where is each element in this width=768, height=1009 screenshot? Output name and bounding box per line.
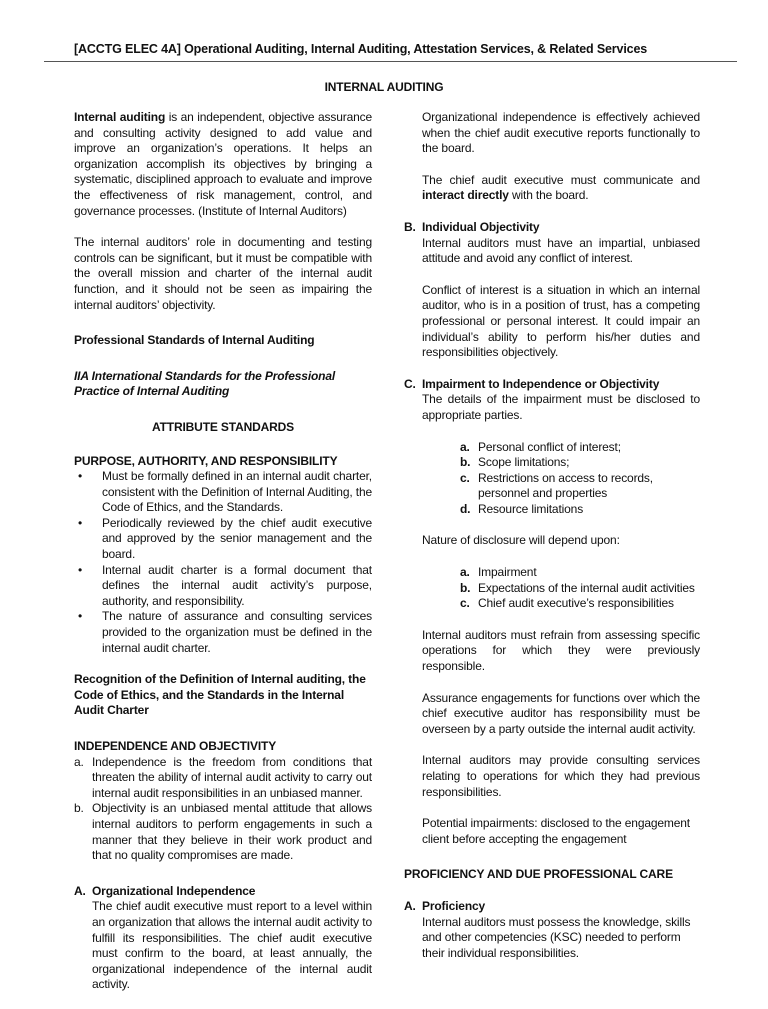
list-item <box>74 755 372 802</box>
section-text: The details of the impairment must be disclosed to appropriate parties. <box>422 392 700 422</box>
list-text: Personal conflict of interest; <box>478 439 621 454</box>
section-text: Internal auditors must possess the knowledge, skills and other competencies (KSC) needed to perform their individual responsibilities. <box>422 914 691 960</box>
list-item <box>422 471 700 502</box>
list-item: • Periodically reviewed by the chief audit executive and approved by the senior management and the board. <box>74 516 372 563</box>
section-marker: A. <box>74 883 86 898</box>
list-text: Resource limitations <box>478 501 584 516</box>
list-item <box>422 581 700 597</box>
list-item <box>422 440 700 456</box>
list-item: • Internal audit charter is a formal document that defines the internal audit activity’s purpose, authority, and responsibility. <box>74 563 372 610</box>
org-achieved-paragraph: Organizational independence is effectively achieved when the chief audit executive reports functionally to the board. <box>422 110 700 156</box>
list-marker: a. <box>460 439 470 454</box>
intro-text: is an independent, objective assurance and consulting activity designed to add value and improve an organization’s operations. It helps an organization accomplish its objectives by bringing a systematic, disciplined approach to evaluate and improve the effectiveness of risk management, control, and governance processes. (Institute of Internal Auditors) <box>74 110 372 218</box>
list-text: Chief audit executive’s responsibilities <box>478 596 674 611</box>
list-item: • Must be formally defined in an internal audit charter, consistent with the Definition of Internal Auditing, the Code of Ethics, and the Standards. <box>74 469 372 516</box>
nature-paragraph: Nature of disclosure will depend upon: <box>422 533 620 548</box>
list-item <box>74 801 372 863</box>
section-marker: C. <box>404 376 416 391</box>
cae-text: The chief audit executive must communicate and <box>422 172 700 187</box>
iia-heading: IIA International Standards for the Professional Practice of Internal Auditing <box>74 368 336 399</box>
list-marker: b. <box>74 801 84 816</box>
list-marker: c. <box>460 470 470 485</box>
section-heading: Proficiency <box>422 898 486 913</box>
section-text: The chief audit executive must report to a level within an organization that allows the internal audit activity to fulfill its responsibilities. The chief audit executive must confirm to the board, at least annually, the organizational independence of the internal audit activity. <box>92 899 372 992</box>
list-item <box>422 565 700 581</box>
list-marker: a. <box>460 565 470 580</box>
purpose-heading: PURPOSE, AUTHORITY, AND RESPONSIBILITY <box>74 453 338 468</box>
list-marker: c. <box>460 596 470 611</box>
left-column <box>74 110 372 1009</box>
section-heading: Impairment to Independence or Objectivity <box>422 376 660 391</box>
impairment-list <box>422 440 700 518</box>
section-impairment <box>404 377 700 848</box>
list-item <box>422 596 700 612</box>
document-header: [ACCTG ELEC 4A] Operational Auditing, Internal Auditing, Attestation Services, & Related Services <box>44 42 737 62</box>
section-marker: A. <box>404 898 416 913</box>
section-heading: Individual Objectivity <box>422 219 540 234</box>
list-marker: b. <box>460 455 471 470</box>
right-column <box>404 110 700 977</box>
list-item <box>422 502 700 518</box>
independence-list <box>74 755 372 864</box>
list-item: • The nature of assurance and consulting services provided to the organization must be defined in the internal audit charter. <box>74 609 372 656</box>
independence-heading: INDEPENDENCE AND OBJECTIVITY <box>74 739 277 753</box>
potential-paragraph: Potential impairments: disclosed to the engagement client before accepting the engagement <box>422 816 690 846</box>
list-marker: b. <box>460 580 471 595</box>
list-marker: d. <box>460 501 471 516</box>
list-text: Expectations of the internal audit activities <box>478 580 695 595</box>
refrain-paragraph: Internal auditors must refrain from assessing specific operations for which they were previously responsible. <box>422 627 700 674</box>
list-text: Restrictions on access to records, personnel and properties <box>478 470 653 501</box>
intro-paragraph <box>74 110 372 219</box>
list-text: Objectivity is an unbiased mental attitude that allows internal auditors to perform engagements in such a manner that they believe in their work product and that no quality compromises are made. <box>92 801 372 863</box>
section-marker: B. <box>404 219 416 234</box>
cae-text-end: with the board. <box>508 188 589 203</box>
section-individual-objectivity <box>404 220 700 361</box>
intro-term: Internal auditing <box>74 110 166 124</box>
consulting-paragraph: Internal auditors may provide consulting services relating to operations for which they had previous responsibilities. <box>422 753 700 799</box>
list-text: Independence is the freedom from conditions that threaten the ability of internal audit activity to carry out internal audit responsibilities in an unbiased manner. <box>92 754 372 800</box>
page-title: INTERNAL AUDITING <box>324 80 444 94</box>
cae-paragraph <box>422 173 700 204</box>
list-text: Impairment <box>478 565 537 580</box>
conflict-paragraph: Conflict of interest is a situation in which an internal auditor, who is in a position of trust, has a competing professional or personal interest. It could impair an individual’s ability to perform his/her duties and responsibilities objectively. <box>422 282 700 360</box>
list-marker: a. <box>74 754 84 769</box>
assurance-paragraph: Assurance engagements for functions over which the chief executive auditor has responsibility must be overseen by a party outside the internal audit activity. <box>422 690 700 736</box>
section-text: Internal auditors must have an impartial, unbiased attitude and avoid any conflict of interest. <box>422 235 700 266</box>
section-organizational-independence <box>74 884 372 993</box>
proficiency-heading: PROFICIENCY AND DUE PROFESSIONAL CARE <box>404 867 673 882</box>
prof-standards-heading: Professional Standards of Internal Auditing <box>74 333 315 348</box>
section-heading: Organizational Independence <box>92 883 256 898</box>
list-item <box>422 455 700 471</box>
recognition-heading: Recognition of the Definition of Internal auditing, the Code of Ethics, and the Standards in the Internal Audit Charter <box>74 672 366 718</box>
role-paragraph: The internal auditors’ role in documenting and testing controls can be significant, but it must be compatible with the overall mission and charter of the internal audit function, and it should not be seen as impairing the internal auditors’ objectivity. <box>74 235 372 312</box>
list-text: Scope limitations; <box>478 455 570 470</box>
cae-emphasis: interact directly <box>422 188 509 203</box>
section-proficiency <box>404 899 700 961</box>
attribute-standards-heading: ATTRIBUTE STANDARDS <box>151 419 295 434</box>
purpose-list <box>74 469 372 656</box>
nature-list <box>422 565 700 612</box>
